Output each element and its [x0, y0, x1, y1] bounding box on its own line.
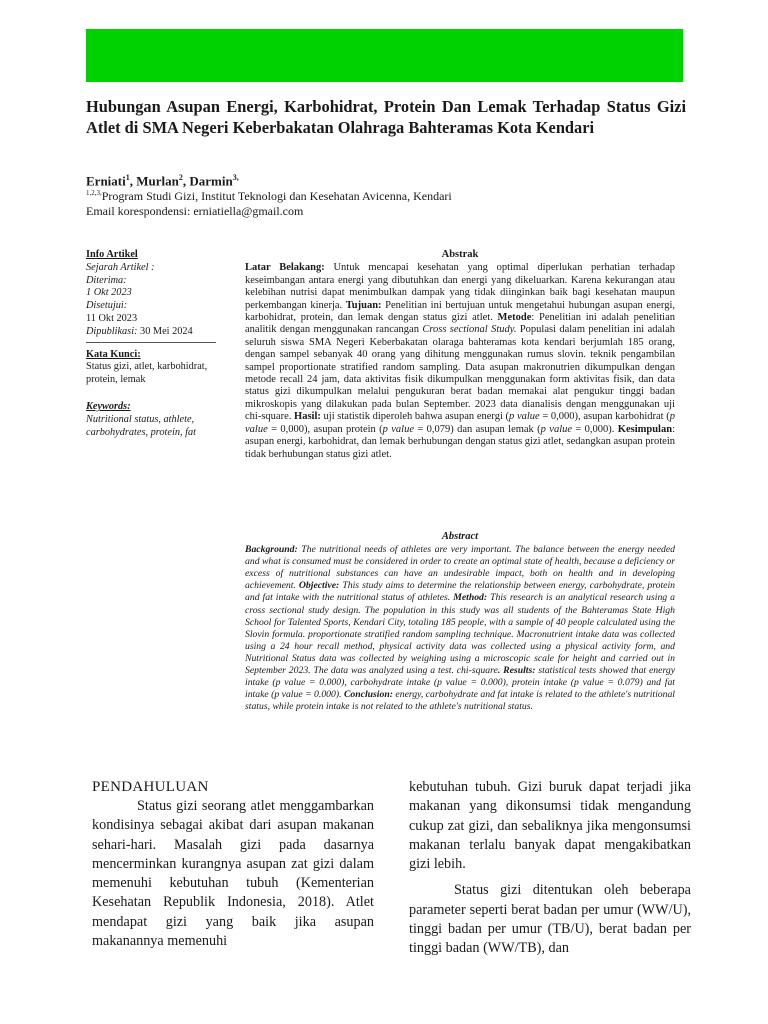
affiliation-mark: 1,2,3, [86, 189, 102, 197]
text-background: The nutritional needs of athletes are very important. The balance between the energy needed and what is consumed must be considered in order to create an optimal state of health, because a deficiency or excess of nutritional substances can have an undesirable impact, both on health and in developing achievement. [245, 544, 675, 592]
body-paragraph: Status gizi seorang atlet menggambarkan kondisinya sebagai akibat dari asupan makanan sehari-hari. Masalah gizi pada dasarnya mencerminkan kurangnya asupan zat gizi dalam memenuhi kebutuhan tubuh (Kementerian Kesehatan Republik Indonesia, 2018). Atlet mendapat gizi yang baik jika asupan makanannya memenuhi [92, 798, 374, 950]
affiliation [86, 189, 452, 204]
body-paragraph: Status gizi ditentukan oleh beberapa parameter seperti berat badan per umur (WW/U), tinggi badan per umur (TB/U), berat badan per tinggi badan (WW/TB), dan [409, 882, 691, 957]
abstrak-block [245, 249, 675, 461]
p-value-label: p value [509, 411, 540, 423]
label-hasil: Hasil: [294, 411, 321, 423]
article-title: Hubungan Asupan Energi, Karbohidrat, Protein Dan Lemak Terhadap Status Gizi Atlet di SMA Negeri Keberbakatan Olahraga Bahteramas Kota Kendari [86, 97, 686, 137]
author-affil-mark: 2 [178, 173, 183, 182]
accepted-label: Disetujui: [86, 300, 128, 312]
author-list [86, 173, 239, 189]
label-objective: Objective: [298, 580, 340, 592]
abstract-block [245, 531, 675, 713]
p-value-label: p value [382, 423, 414, 435]
text-tujuan: Penelitian ini bertujuan untuk mengetahui hubungan asupan energi, karbohidrat, protein, dan lemak dengan status gizi atlet. [245, 299, 675, 324]
body-column-right [409, 778, 691, 959]
author-name: Erniati [86, 173, 126, 189]
keywords-list: Nutritional status, athlete, carbohydrates, protein, fat [86, 413, 197, 438]
p-value-label: p value [540, 423, 573, 435]
label-results: . Results: [497, 665, 536, 677]
text-hasil: = 0,000), asupan protein ( [267, 423, 383, 435]
text-metode: : Penelitian ini adalah penelitian analitik dengan menggunakan rancangan [245, 312, 675, 336]
affiliation-text: Program Studi Gizi, Institut Teknologi dan Kesehatan Avicenna, Kendari [101, 189, 452, 203]
author-separator: , [129, 173, 137, 189]
article-history-label: Sejarah Artikel : [86, 261, 155, 273]
corresponding-email: Email korespondensi: erniatiella@gmail.com [86, 204, 304, 218]
author-separator: , [182, 173, 190, 189]
label-conclusion: Conclusion: [343, 689, 393, 701]
published-label: Dipublikasi: [86, 325, 138, 337]
text-study-design: Cross sectional Study. [422, 324, 517, 336]
text-method: This research is an analytical research using a cross sectional study design. The population in this study was all students of the Bahteramas State High School for Talented Sports, Kendari City, totaling 185 people, with a sample of 40 people calculated using the Slovin formula. proportionate stratified random sampling technique. Macronutrient intake data was collected using a 24 hour recall method, physical activity data was collected using a physical activity form, and Nutritional Status data was collected by weighing using a microscopic scale for height and carried out in September 2023. The data was analyzed using a test. chi-square [245, 592, 675, 677]
received-date: 1 Okt 2023 [86, 287, 132, 299]
body-paragraph: kebutuhan tubuh. Gizi buruk dapat terjadi jika makanan yang dikonsumsi tidak mengandung cukup zat gizi, dan sebaliknya jika mengonsumsi makanan terlalu banyak dapat mengakibatkan gizi lebih. [409, 779, 691, 873]
article-info-panel [86, 249, 216, 439]
author-name: Murlan [136, 173, 179, 189]
article-info-heading: Info Artikel [86, 249, 138, 260]
label-metode: Metode [497, 312, 532, 324]
text-objective: This study aims to determine the relationship between energy, carbohydrate, protein and fat intake with the nutritional status of athletes. [245, 580, 675, 604]
author-name: Darmin [189, 173, 233, 189]
text-latar-belakang: Untuk mencapai kesehatan yang optimal diperlukan perhatian terhadap keseimbangan antara energi yang dibutuhkan dan energi yang dikeluarkan. Karena kekurangan atau kelebihan nutrisi dapat menimbulkan dampak yang tidak diinginkan baik bagi kesehatan maupun perkembangan kinerja. [245, 262, 675, 311]
abstract-body [245, 544, 675, 713]
label-latar-belakang: Latar Belakang: [245, 262, 325, 274]
info-divider [86, 342, 216, 343]
keywords-heading: Keywords: [86, 400, 131, 412]
body-column-left [92, 778, 374, 951]
label-background: Background: [245, 544, 298, 556]
received-label: Diterima: [86, 274, 127, 286]
abstrak-heading: Abstrak [441, 249, 479, 260]
text-conclusion: energy, carbohydrate and fat intake is related to the athlete's nutritional status, while protein intake is not related to the athlete's nutritional status. [245, 689, 675, 713]
label-tujuan: Tujuan: [345, 299, 382, 311]
text-results: statistical tests showed that energy intake (p value = 0.000), carbohydrate intake (p value = 0.000), protein intake (p value = 0.079) and fat intake (p value = 0.000). [245, 665, 675, 701]
abstract-heading: Abstract [441, 531, 479, 542]
section-heading: PENDAHULUAN [92, 779, 209, 795]
label-method: Method: [453, 592, 488, 604]
text-hasil: = 0,079) dan asupan lemak ( [413, 423, 541, 435]
author-affil-mark: 1 [125, 173, 130, 182]
published-date: 30 Mei 2024 [137, 325, 193, 337]
text-hasil: uji statistik diperoleh bahwa asupan energi ( [320, 411, 510, 423]
kata-kunci-list: Status gizi, atlet, karbohidrat, protein, lemak [86, 361, 208, 386]
header-banner [86, 29, 683, 82]
abstrak-body [245, 262, 675, 461]
kata-kunci-heading: Kata Kunci: [86, 348, 141, 360]
text-kesimpulan: : asupan energi, karbohidrat, dan lemak berhubungan dengan status gizi atlet, sedangkan asupan protein tidak berhubungan status gizi atlet. [245, 423, 675, 460]
accepted-date: 11 Okt 2023 [86, 312, 138, 324]
text-hasil: = 0,000), asupan karbohidrat ( [539, 411, 670, 423]
text-hasil: = 0,000). [572, 423, 618, 435]
label-kesimpulan: Kesimpulan [617, 423, 673, 435]
author-affil-mark: 3, [232, 173, 239, 182]
p-value-label: p value [245, 411, 675, 435]
text-metode-detail: Populasi dalam penelitian ini adalah seluruh siswa SMA Negeri Keberbakatan olaraga bahteramas kota kendari berjumlah 185 orang, dengan sampel sebanyak 40 orang yang dihitung menggunakan rumus slovin. teknik pengambilan sampel proportionate stratified random sampling. Data asupan makronutrien dikumpulkan dengan metode recall 24 jam, data aktivitas fisik dikumpulkan menggunakan form aktivitas fisik, dan data status gizi dikumpulkan melalui pengukuran berat badan memakai alat pengukur tinggi badan mikroskopis yang dilakukan pada bulan September. 2023 data dianalisis dengan menggunakan uji chi-square. [245, 324, 675, 423]
